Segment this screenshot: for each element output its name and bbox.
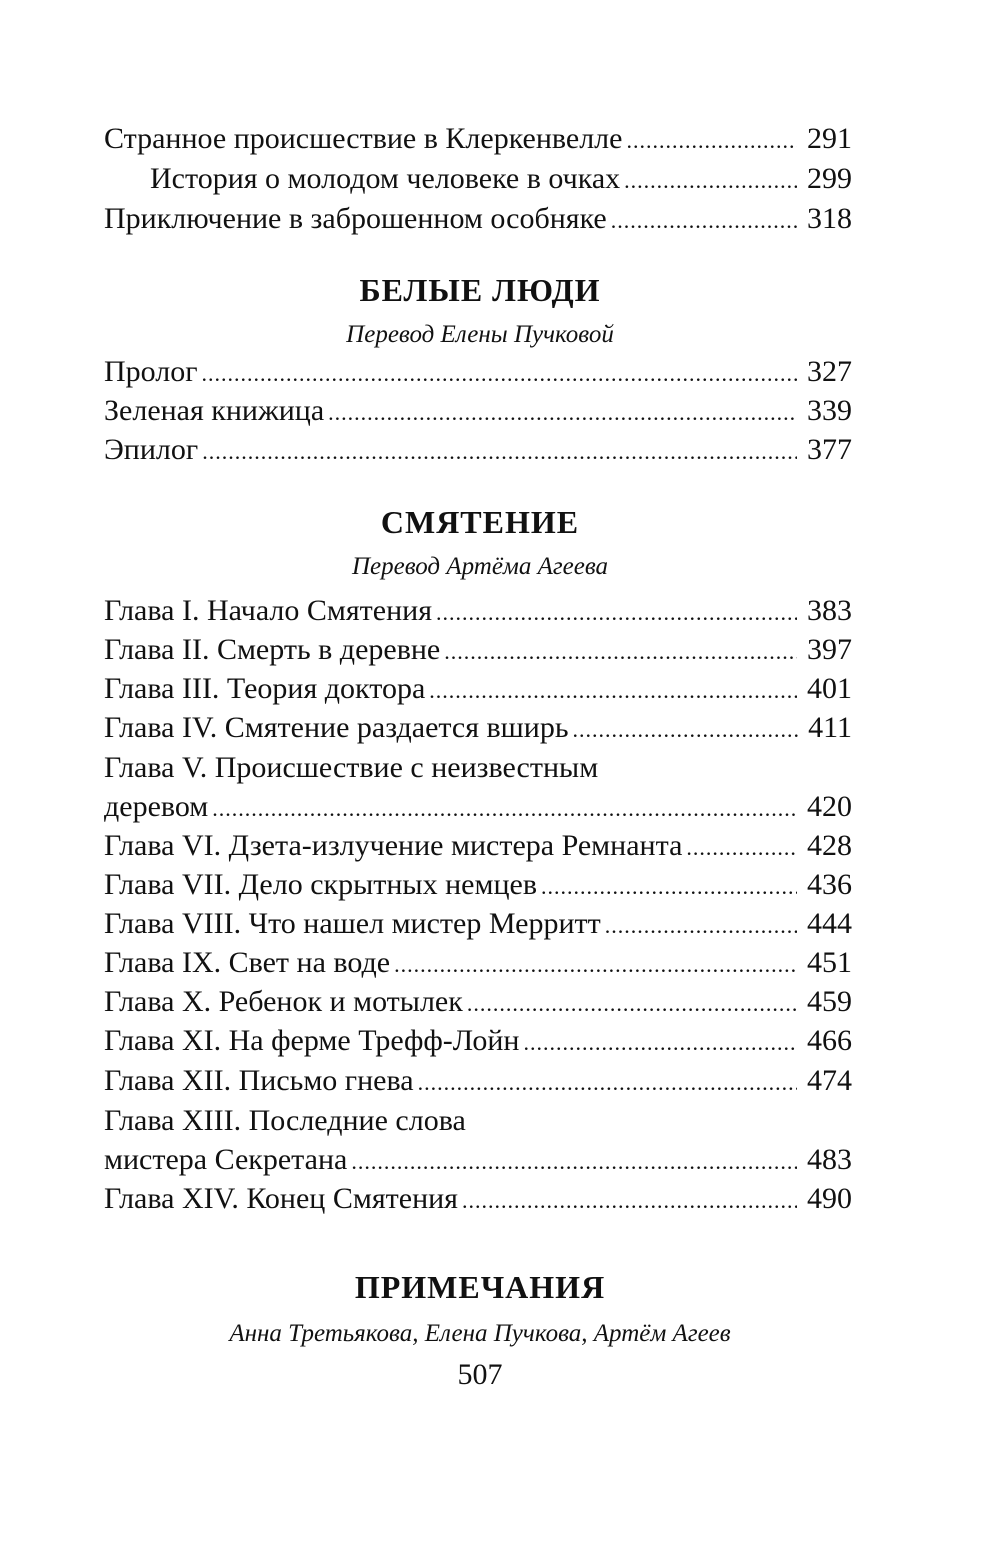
entry-page: 377	[807, 433, 852, 466]
notes-authors: Анна Третьякова, Елена Пучкова, Артём Агеев	[229, 1320, 731, 1347]
entry-page: 490	[807, 1182, 852, 1215]
entry-page: 444	[807, 907, 852, 940]
entry-title: Глава VII. Дело скрытных немцев	[104, 868, 537, 901]
entry-title: Глава VI. Дзета-излучение мистера Ремнанта	[104, 829, 683, 862]
notes-page-number[interactable]: 507	[457, 1358, 503, 1391]
entry-page: 291	[807, 122, 852, 155]
entry-title: Эпилог	[104, 433, 199, 466]
toc-entry[interactable]	[104, 352, 852, 392]
dot-leader	[523, 1023, 797, 1063]
dot-leader	[212, 789, 797, 829]
entry-page: 459	[807, 985, 852, 1018]
dot-leader	[436, 593, 797, 633]
dot-leader	[573, 710, 799, 750]
entry-title: Глава I. Начало Смятения	[104, 594, 432, 627]
entry-page: 299	[807, 162, 852, 195]
entry-page: 327	[807, 355, 852, 388]
toc-entry[interactable]	[104, 943, 852, 983]
entry-title-first-line[interactable]: Глава V. Происшествие с неизвестным	[104, 751, 599, 784]
section-translator: Перевод Артёма Агеева	[351, 553, 609, 580]
dot-leader	[444, 632, 797, 672]
toc-entry[interactable]	[104, 591, 852, 631]
toc-entry[interactable]	[104, 826, 852, 866]
dot-leader	[624, 161, 797, 201]
toc-entry[interactable]	[104, 391, 852, 431]
dot-leader	[462, 1181, 797, 1221]
entry-page: 383	[807, 594, 852, 627]
dot-leader	[202, 432, 797, 472]
entry-title-first-line[interactable]: Глава XIII. Последние слова	[104, 1104, 466, 1137]
entry-title: Странное происшествие в Клеркенвелле	[104, 122, 623, 155]
toc-entry[interactable]	[104, 1140, 852, 1180]
toc-entry[interactable]	[104, 669, 852, 709]
dot-leader	[202, 354, 797, 394]
entry-title: Глава XI. На ферме Трефф-Лойн	[104, 1024, 520, 1057]
section-translator: Перевод Елены Пучковой	[346, 321, 614, 348]
entry-page: 483	[807, 1143, 852, 1176]
toc-entry[interactable]	[104, 787, 852, 827]
entry-page: 436	[807, 868, 852, 901]
section-title-terror: СМЯТЕНИЕ	[380, 504, 580, 540]
dot-leader	[686, 828, 797, 868]
dot-leader	[394, 945, 797, 985]
dot-leader	[541, 867, 797, 907]
entry-title: деревом	[104, 790, 209, 823]
entry-title: Глава XII. Письмо гнева	[104, 1064, 414, 1097]
toc-entry[interactable]	[104, 1179, 852, 1219]
dot-leader	[467, 984, 797, 1024]
entry-title: Глава X. Ребенок и мотылек	[104, 985, 463, 1018]
entry-title: История о молодом человеке в очках	[150, 162, 621, 195]
dot-leader	[328, 393, 797, 433]
toc-entry[interactable]	[104, 630, 852, 670]
dot-leader	[626, 121, 797, 161]
entry-title: Глава VIII. Что нашел мистер Мерритт	[104, 907, 601, 940]
toc-entry[interactable]	[104, 865, 852, 905]
entry-title: Глава IV. Смятение раздается вширь	[104, 711, 569, 744]
section-title-notes: ПРИМЕЧАНИЯ	[354, 1269, 606, 1305]
toc-entry[interactable]	[104, 199, 852, 239]
toc-entry[interactable]	[104, 430, 852, 470]
entry-page: 474	[807, 1064, 852, 1097]
entry-page: 451	[807, 946, 852, 979]
toc-entry[interactable]	[150, 159, 852, 199]
entry-page: 339	[807, 394, 852, 427]
entry-title: Глава III. Теория доктора	[104, 672, 426, 705]
entry-title: Глава IX. Свет на воде	[104, 946, 391, 979]
entry-page: 411	[808, 711, 852, 744]
dot-leader	[611, 201, 797, 241]
toc-entry[interactable]	[104, 1021, 852, 1061]
toc-entry[interactable]	[104, 982, 852, 1022]
dot-leader	[418, 1063, 797, 1103]
dot-leader	[429, 671, 797, 711]
entry-title: Глава II. Смерть в деревне	[104, 633, 441, 666]
entry-title: Глава XIV. Конец Смятения	[104, 1182, 458, 1215]
toc-entry[interactable]	[104, 708, 852, 748]
dot-leader	[351, 1142, 797, 1182]
toc-entry[interactable]	[104, 119, 852, 159]
entry-page: 420	[807, 790, 852, 823]
toc-entry[interactable]	[104, 904, 852, 944]
section-title-white-people: БЕЛЫЕ ЛЮДИ	[359, 272, 601, 308]
dot-leader	[605, 906, 797, 946]
entry-title: Зеленая книжица	[104, 394, 325, 427]
entry-title: Пролог	[104, 355, 198, 388]
entry-title: Приключение в заброшенном особняке	[104, 202, 607, 235]
entry-page: 466	[807, 1024, 852, 1057]
entry-page: 318	[807, 202, 852, 235]
entry-page: 428	[807, 829, 852, 862]
entry-title: мистера Секретана	[104, 1143, 348, 1176]
toc-entry[interactable]	[104, 1061, 852, 1101]
entry-page: 397	[807, 633, 852, 666]
entry-page: 401	[807, 672, 852, 705]
